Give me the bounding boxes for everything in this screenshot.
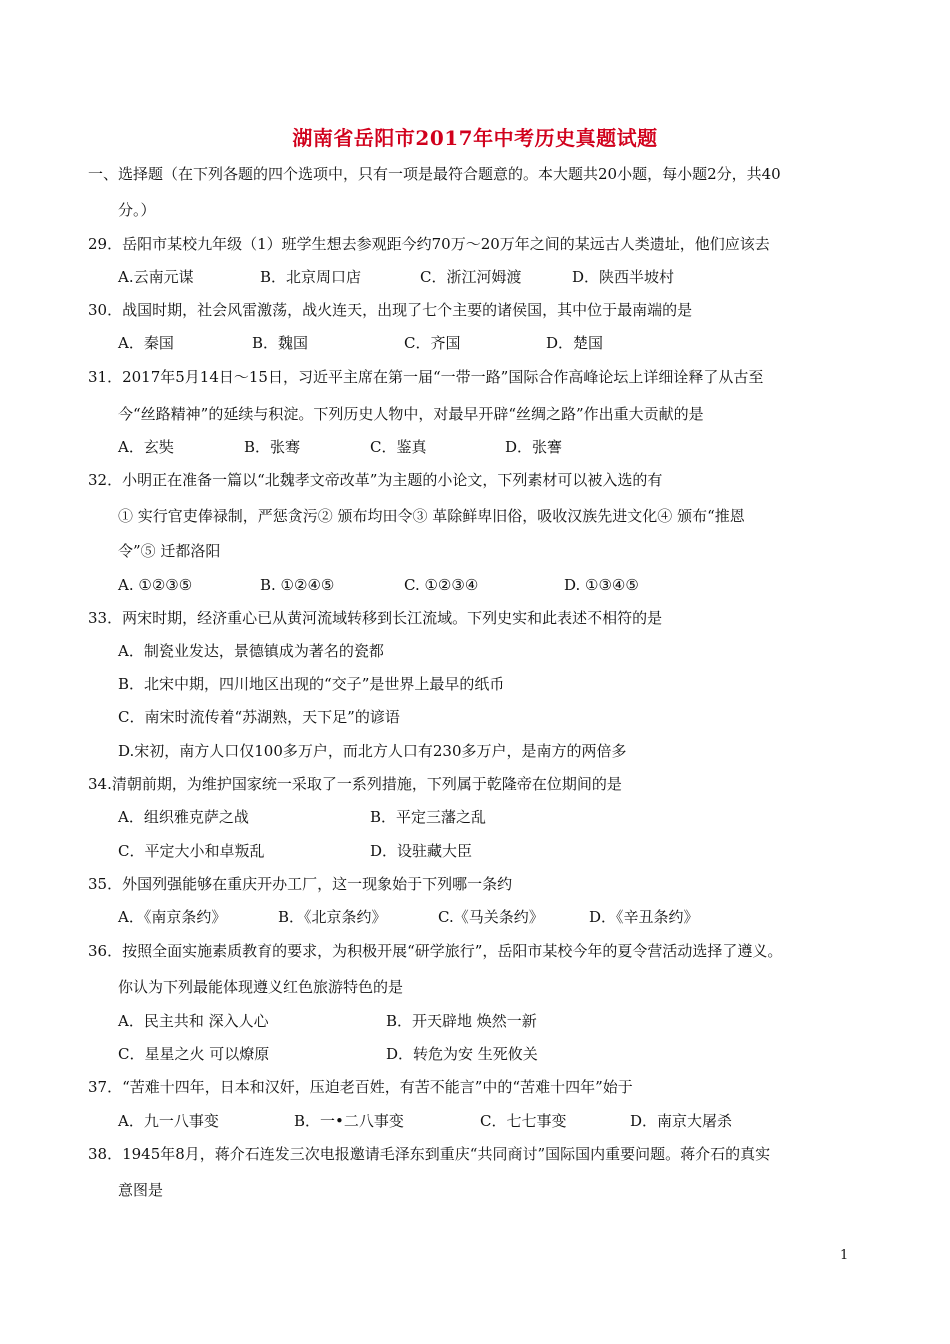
question-31-stem-cont: 今“丝路精神”的延续与积淀。下列历史人物中，对最早开辟“丝绸之路”作出重大贡献的是 (118, 405, 704, 423)
question-35-option-d: D．《辛丑条约》 (589, 908, 699, 926)
question-31-stem: 31．2017年5月14日～15日，习近平主席在第一届“一带一路”国际合作高峰论坛上详细诠释了从古至 (88, 368, 764, 386)
question-29-option-b: B．北京周口店 (260, 268, 362, 286)
question-29-option-a: A.云南元谋 (118, 268, 194, 286)
question-30-option-c: C．齐国 (404, 334, 461, 352)
question-35-option-b: B．《北京条约》 (278, 908, 387, 926)
question-32-material: ① 实行官吏俸禄制，严惩贪污② 颁布均田令③ 革除鲜卑旧俗，吸收汉族先进文化④ 颁布“推恩 (118, 507, 745, 525)
question-32-option-d: D. ①③④⑤ (564, 576, 639, 594)
question-32-stem: 32．小明正在准备一篇以“北魏孝文帝改革”为主题的小论文，下列素材可以被入选的有 (88, 471, 663, 489)
question-36-option-a: A．民主共和 深入人心 (118, 1012, 269, 1030)
question-32-material-cont: 令”⑤ 迁都洛阳 (118, 542, 221, 560)
question-34-stem: 34.清朝前期，为维护国家统一采取了一系列措施，下列属于乾隆帝在位期间的是 (88, 775, 622, 793)
question-30-option-a: A．秦国 (118, 334, 174, 352)
question-31-option-c: C．鉴真 (370, 438, 427, 456)
question-37-option-d: D．南京大屠杀 (630, 1112, 733, 1130)
question-30-option-b: B．魏国 (252, 334, 309, 352)
question-36-stem-cont: 你认为下列最能体现遵义红色旅游特色的是 (118, 978, 404, 996)
question-33-option-b: B．北宋中期，四川地区出现的“交子”是世界上最早的纸币 (118, 675, 505, 693)
question-33-option-c: C．南宋时流传着“苏湖熟，天下足”的谚语 (118, 708, 400, 726)
question-37-option-b: B．一•二八事变 (294, 1112, 404, 1130)
question-34-option-a: A．组织雅克萨之战 (118, 808, 249, 826)
question-32-option-c: C. ①②③④ (404, 576, 479, 594)
question-36-stem: 36．按照全面实施素质教育的要求，为积极开展“研学旅行”，岳阳市某校今年的夏令营活动选择了遵义。 (88, 942, 783, 960)
question-33-option-d: D.宋初，南方人口仅100多万户，而北方人口有230多万户，是南方的两倍多 (118, 742, 627, 760)
question-29-stem: 29．岳阳市某校九年级（1）班学生想去参观距今约70万～20万年之间的某远古人类遗址，他们应该去 (88, 235, 770, 253)
question-37-option-c: C．七七事变 (480, 1112, 567, 1130)
question-34-option-b: B．平定三藩之乱 (370, 808, 487, 826)
question-34-option-d: D．设驻藏大臣 (370, 842, 473, 860)
section-instruction-cont: 分。） (118, 201, 156, 219)
question-35-option-c: C.《马关条约》 (438, 908, 544, 926)
question-32-option-a: A. ①②③⑤ (118, 576, 193, 594)
question-30-stem: 30．战国时期，社会风雷激荡，战火连天，出现了七个主要的诸侯国，其中位于最南端的是 (88, 301, 693, 319)
question-38-stem: 38．1945年8月，蒋介石连发三次电报邀请毛泽东到重庆“共同商讨”国际国内重要问题。蒋介石的真实 (88, 1145, 771, 1163)
page-title: 湖南省岳阳市2017年中考历史真题试题 (292, 126, 658, 150)
question-29-option-d: D．陕西半坡村 (572, 268, 675, 286)
question-35-stem: 35．外国列强能够在重庆开办工厂，这一现象始于下列哪一条约 (88, 875, 513, 893)
question-29-option-c: C．浙江河姆渡 (420, 268, 522, 286)
question-31-option-a: A．玄奘 (118, 438, 174, 456)
question-37-stem: 37．“苦难十四年，日本和汉奸，压迫老百姓，有苦不能言”中的“苦难十四年”始于 (88, 1078, 633, 1096)
question-38-stem-cont: 意图是 (118, 1181, 164, 1199)
question-37-option-a: A．九一八事变 (118, 1112, 219, 1130)
question-33-stem: 33．两宋时期，经济重心已从黄河流域转移到长江流域。下列史实和此表述不相符的是 (88, 609, 663, 627)
question-36-option-d: D．转危为安 生死攸关 (386, 1045, 538, 1063)
question-35-option-a: A．《南京条约》 (118, 908, 227, 926)
question-32-option-b: B. ①②④⑤ (260, 576, 335, 594)
page-number: 1 (840, 1248, 849, 1263)
question-30-option-d: D．楚国 (546, 334, 604, 352)
question-31-option-b: B．张骞 (244, 438, 301, 456)
question-36-option-b: B．开天辟地 焕然一新 (386, 1012, 537, 1030)
question-31-option-d: D．张謇 (505, 438, 563, 456)
question-34-option-c: C．平定大小和卓叛乱 (118, 842, 265, 860)
question-36-option-c: C．星星之火 可以燎原 (118, 1045, 270, 1063)
question-33-option-a: A．制瓷业发达，景德镇成为著名的瓷都 (118, 642, 384, 660)
section-instruction: 一、选择题（在下列各题的四个选项中，只有一项是最符合题意的。本大题共20小题，每小题2分，共40 (88, 165, 781, 183)
